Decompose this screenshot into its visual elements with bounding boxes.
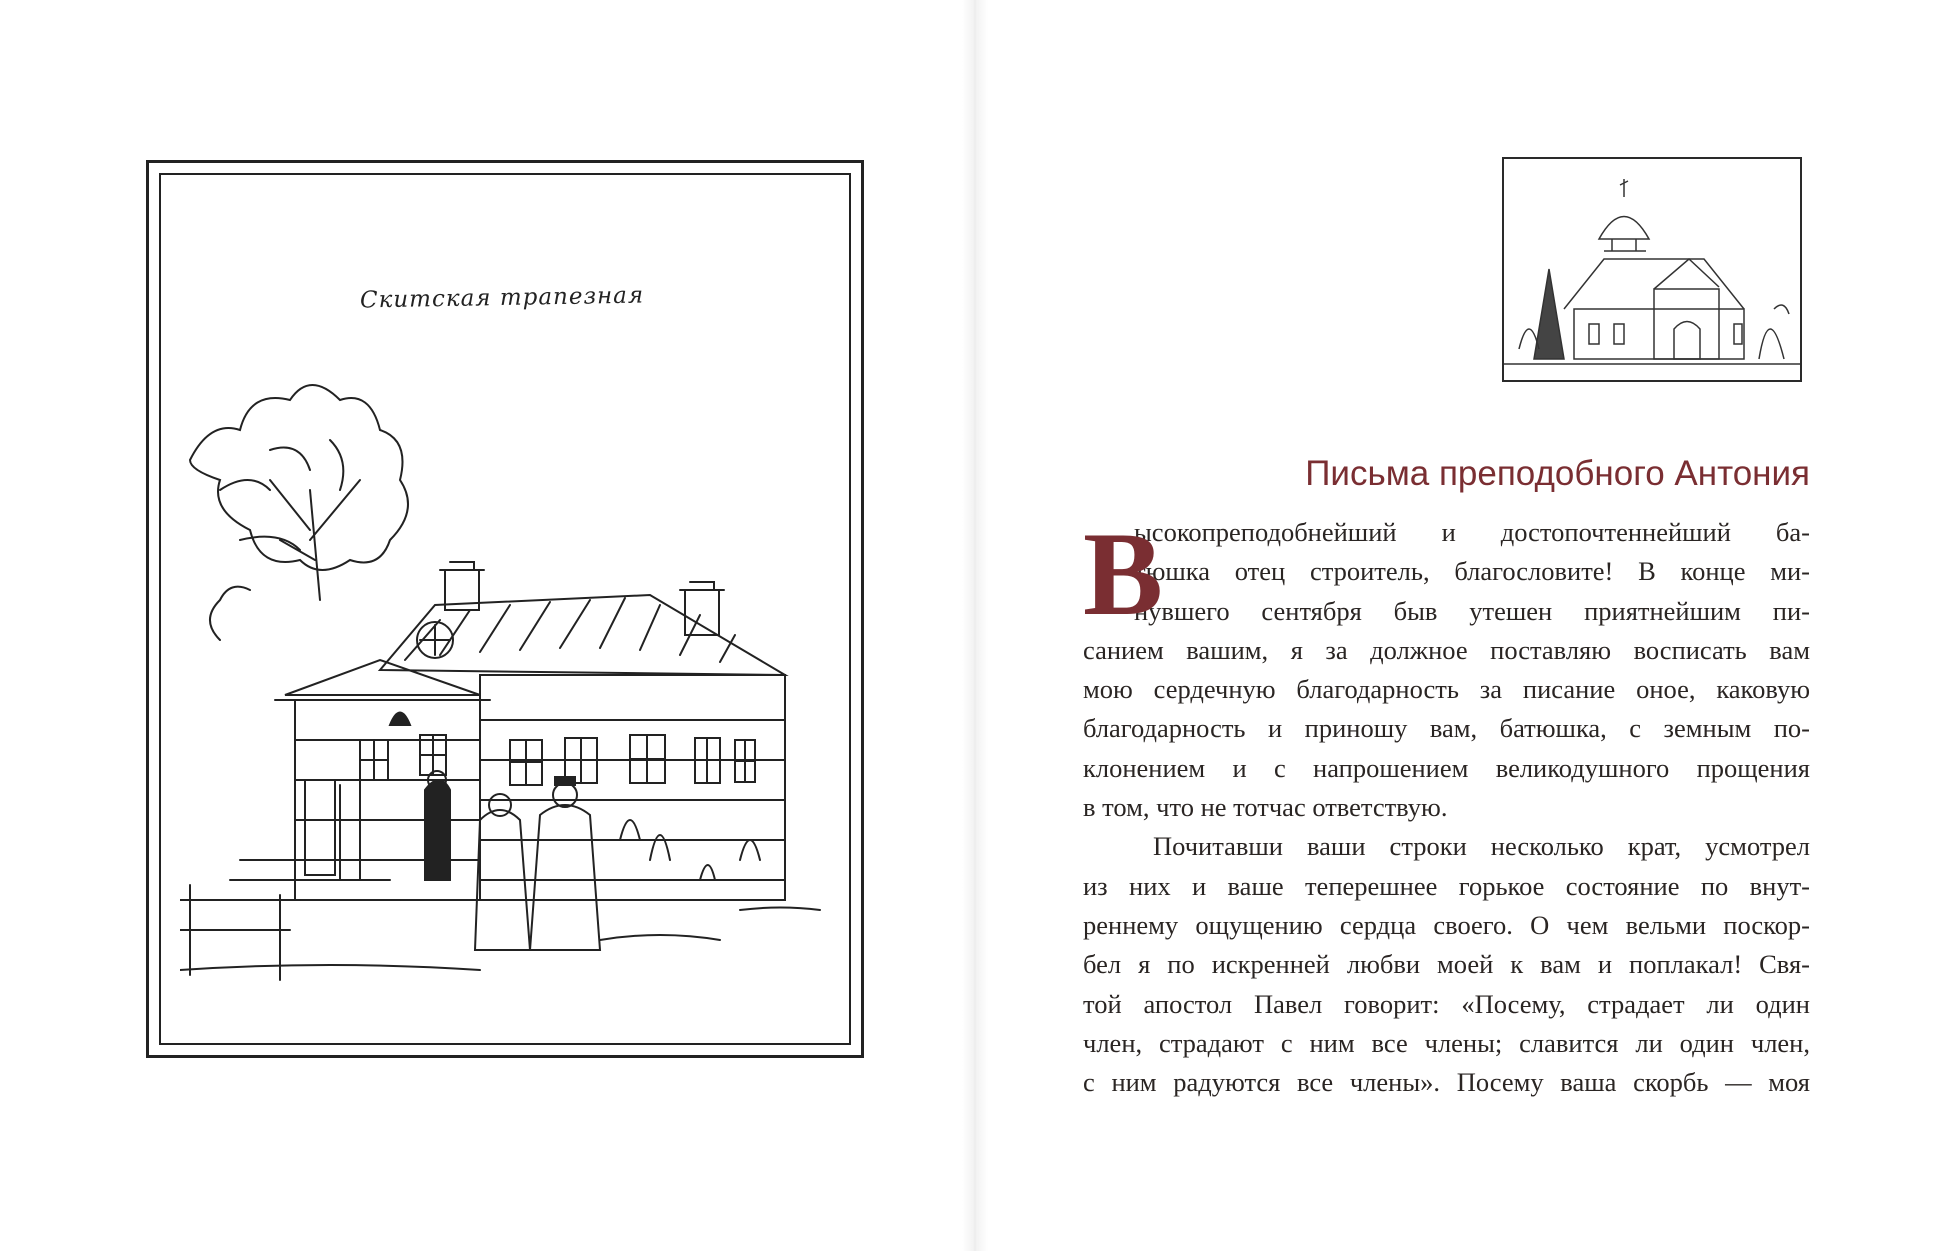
text-line: с ним радуются все члены». Посему ваша скорбь — моя	[1083, 1067, 1810, 1098]
text-line: благодарность и приношу вам, батюшка, с земным по-	[1083, 713, 1810, 744]
book-gutter	[962, 0, 988, 1251]
text-line: той апостол Павел говорит: «Посему, страдает ли один	[1083, 988, 1810, 1019]
text-line: бел я по искренней любви моей к вам и поплакал! Свя-	[1083, 949, 1810, 980]
refectory-drawing	[180, 340, 840, 1000]
church-vignette	[1502, 157, 1802, 382]
text-line: мою сердечную благодарность за писание оное, каковую	[1083, 674, 1810, 705]
text-line: реннему ощущению сердца своего. О чем вельми поскор-	[1083, 909, 1810, 940]
text-line: нувшего сентября быв утешен приятнейшим пи-	[1134, 595, 1810, 626]
chapter-title: Письма преподобного Антония	[1305, 454, 1810, 493]
body-text	[1083, 507, 1810, 1102]
illustration-caption: Скитская трапезная	[359, 282, 645, 314]
text-line: Почитавши ваши строки несколько крат, усмотрел	[1153, 831, 1810, 862]
text-line: тюшка отец строитель, благословите! В конце ми-	[1134, 556, 1810, 587]
text-line: санием вашим, я за должное поставляю восписать вам	[1083, 634, 1810, 665]
text-line: из них и ваше теперешнее горькое состояние по внут-	[1083, 870, 1810, 901]
text-line: клонением и с напрошением великодушного прощения	[1083, 752, 1810, 783]
paragraph-2	[1083, 827, 1810, 1102]
drop-cap: В	[1083, 507, 1164, 640]
church-drawing	[1504, 159, 1800, 380]
text-line: в том, что не тотчас ответствую.	[1083, 792, 1448, 823]
text-line: член, страдают с ним все члены; славится ли один член,	[1083, 1027, 1810, 1058]
text-line: ысокопреподобнейший и достопочтеннейший ба-	[1134, 517, 1810, 547]
paragraph-1	[1083, 507, 1810, 827]
